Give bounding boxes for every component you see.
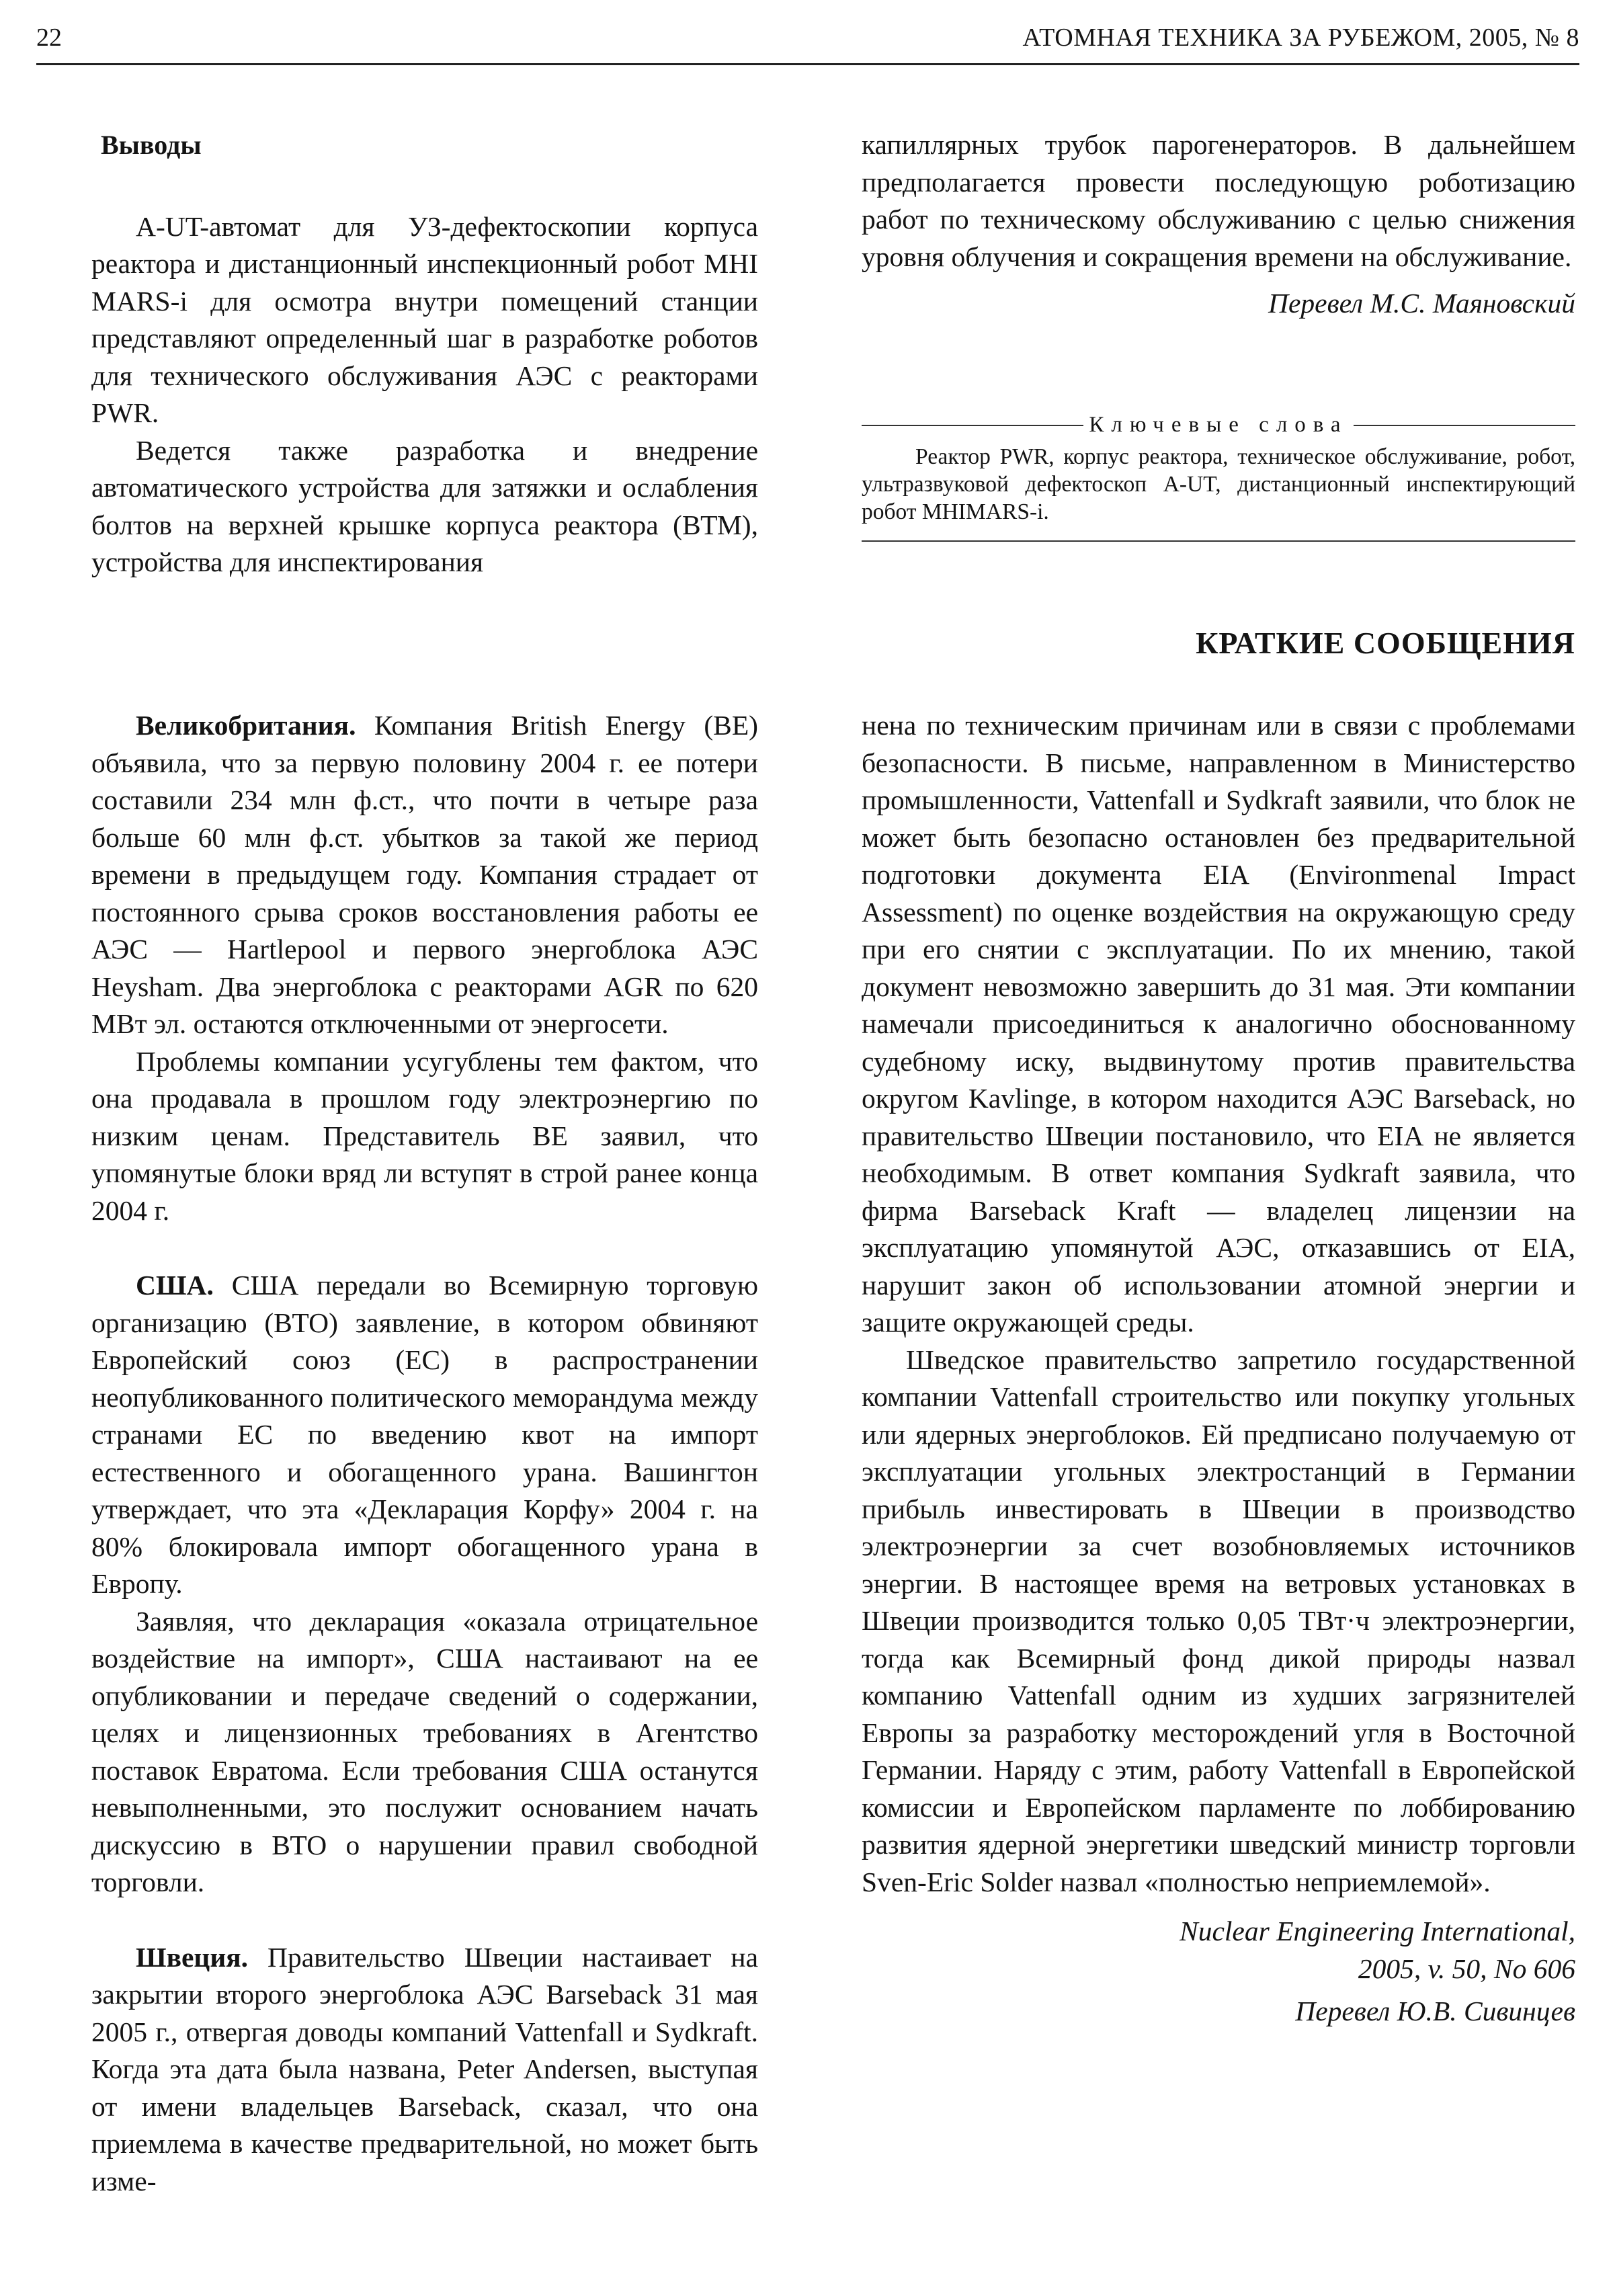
news-sweden-paragraph-1-continued: нена по техническим причинам или в связи с проблемами безопасности. В письме, направленном в Министерство промышленности, Vattenfall и Sydkraft заявили, что блок не может быть безопасно остановлен без предварительной подготовки документа EIA (Environmenal Impact Assessment) по оценке воздействия на окружающую среду при его снятии с эксплуатации. По их мнению, такой документ невозможно завершить до 31 мая. Эти компании намечали присоединиться к аналогично обоснованному судебному иску, выдвинутому против правительства округом Kavlinge, в котором находится АЭС Barseback, но правительство Швеции постановило, что EIA не является необходимым. В ответ компания Sydkraft заявила, что фирма Barseback Kraft — владелец лицензии на эксплуатацию упомянутой АЭС, отказавшись от EIA, нарушит закон об использовании атомной энергии и защите окружающей среды. [862,710,1575,1338]
conclusions-title: Выводы [101,130,202,160]
page-number: 22 [36,24,62,52]
conclusions-left-column [91,126,758,581]
keywords-block [862,413,1575,542]
news-source-line-2: 2005, v. 50, No 606 [1358,1953,1575,1984]
news-sweden-lead: Швеция. [136,1941,249,1973]
conclusions-translator: Перевел М.С. Маяновский [1268,288,1575,319]
keywords-title: Ключевые слова [1089,413,1348,437]
conclusions-right-column [862,126,1575,323]
news-uk-text-1: Компания British Energy (BE) объявила, что за первую половину 2004 г. ее потери составили 234 млн ф.ст., что почти в четыре раза больше 60 млн ф.ст. убытков за такой же период времени в предыдущем году. Компания страдает от постоянного срыва сроков восстановления работы ее АЭС — Hartlepool и первого энергоблока АЭС Heysham. Два энергоблока с реакторами AGR по 620 МВт эл. остаются отключенными от энергосети. [91,710,758,1039]
news-usa-lead: США. [136,1270,214,1301]
news-uk-lead: Великобритания. [136,710,356,741]
conclusions-paragraph-2: Ведется также разработка и внедрение автоматического устройства для затяжки и ослабления болтов на верхней крышке корпуса реактора (ВТМ), устройства для инспектирования [91,434,758,577]
news-usa-text-1: США передали во Всемирную торговую организацию (ВТО) заявление, в котором обвиняют Европейский союз (ЕС) в распространении неопубликованного политического меморандума между странами ЕС по введению квот на импорт естественного и обогащенного урана. Вашингтон утверждает, что эта «Декларация Корфу» 2004 г. на 80% блокировала импорт обогащенного урана в Европу. [91,1270,758,1599]
news-usa-paragraph-1 [91,1267,758,1603]
news-section-title: КРАТКИЕ СООБЩЕНИЯ [1196,626,1575,660]
keywords-rule-left [862,425,1083,426]
news-sweden-paragraph-1 [91,1939,758,2201]
page-header [36,23,1579,65]
news-left-column [91,707,758,2200]
news-right-column [862,707,1575,2031]
news-translator: Перевел Ю.В. Сивинцев [1295,1996,1575,2026]
running-head: АТОМНАЯ ТЕХНИКА ЗА РУБЕЖОМ, 2005, № 8 [1022,24,1579,52]
news-sweden-paragraph-2: Шведское правительство запретило государственной компании Vattenfall строительство или покупку угольных или ядерных энергоблоков. Ей предписано получаемую от эксплуатации угольных электростанций в Германии прибыль инвестировать в Швеции в производство электроэнергии за счет возобновляемых источников энергии. В настоящее время на ветровых установках в Швеции производится только 0,05 ТВт·ч электроэнергии, тогда как Всемирный фонд дикой природы назвал компанию Vattenfall одним из худших загрязнителей Европы за разработку месторождений угля в Восточной Германии. Наряду с этим, работу Vattenfall в Европейской комиссии и Европейском парламенте по лоббированию развития ядерной энергетики шведский министр торговли Sven-Eric Solder назвал «полностью неприемлемой». [862,1344,1575,1897]
keywords-bottom-rule [862,540,1575,542]
conclusions-paragraph-1: A-UT-автомат для УЗ-дефектоскопии корпуса реактора и дистанционный инспекционный робот MHI MARS-i для осмотра внутри помещений станции представляют определенный шаг в разработке роботов для технического обслуживания АЭС с реакторами PWR. [91,210,758,428]
news-uk-paragraph-2: Проблемы компании усугублены тем фактом, что она продавала в прошлом году электроэнергию по низким ценам. Представитель BE заявил, что упомянутые блоки вряд ли вступят в строй ранее конца 2004 г. [91,1045,758,1226]
keywords-text: Реактор PWR, корпус реактора, техническое обслуживание, робот, ультразвуковой дефектоскоп A-UT, дистанционный инспектирующий робот MHIMARS-i. [862,444,1575,524]
news-source-line-1: Nuclear Engineering International, [1180,1916,1575,1946]
news-usa-paragraph-2: Заявляя, что декларация «оказала отрицательное воздействие на импорт», США настаивают на ее опубликовании и передаче сведений о содержании, целях и лицензионных требованиях в Агентство поставок Евратома. Если требования США останутся невыполненными, это послужит основанием начать дискуссию в ВТО о нарушении правил свободной торговли. [91,1605,758,1897]
conclusions-paragraph-3: капиллярных трубок парогенераторов. В дальнейшем предполагается провести последующую роботизацию работ по техническому обслуживанию с целью снижения уровня облучения и сокращения времени на обслуживание. [862,129,1575,272]
news-sweden-text-1: Правительство Швеции настаивает на закрытии второго энергоблока АЭС Barseback 31 мая 2005 г., отвергая доводы компаний Vattenfall и Sydkraft. Когда эта дата была названа, Peter Andersen, выступая от имени владельцев Barseback, сказал, что она приемлема в качестве предварительной, но может быть изме- [91,1941,758,2197]
news-uk-paragraph-1 [91,707,758,1043]
keywords-rule-right [1354,425,1575,426]
keywords-heading [862,413,1575,438]
